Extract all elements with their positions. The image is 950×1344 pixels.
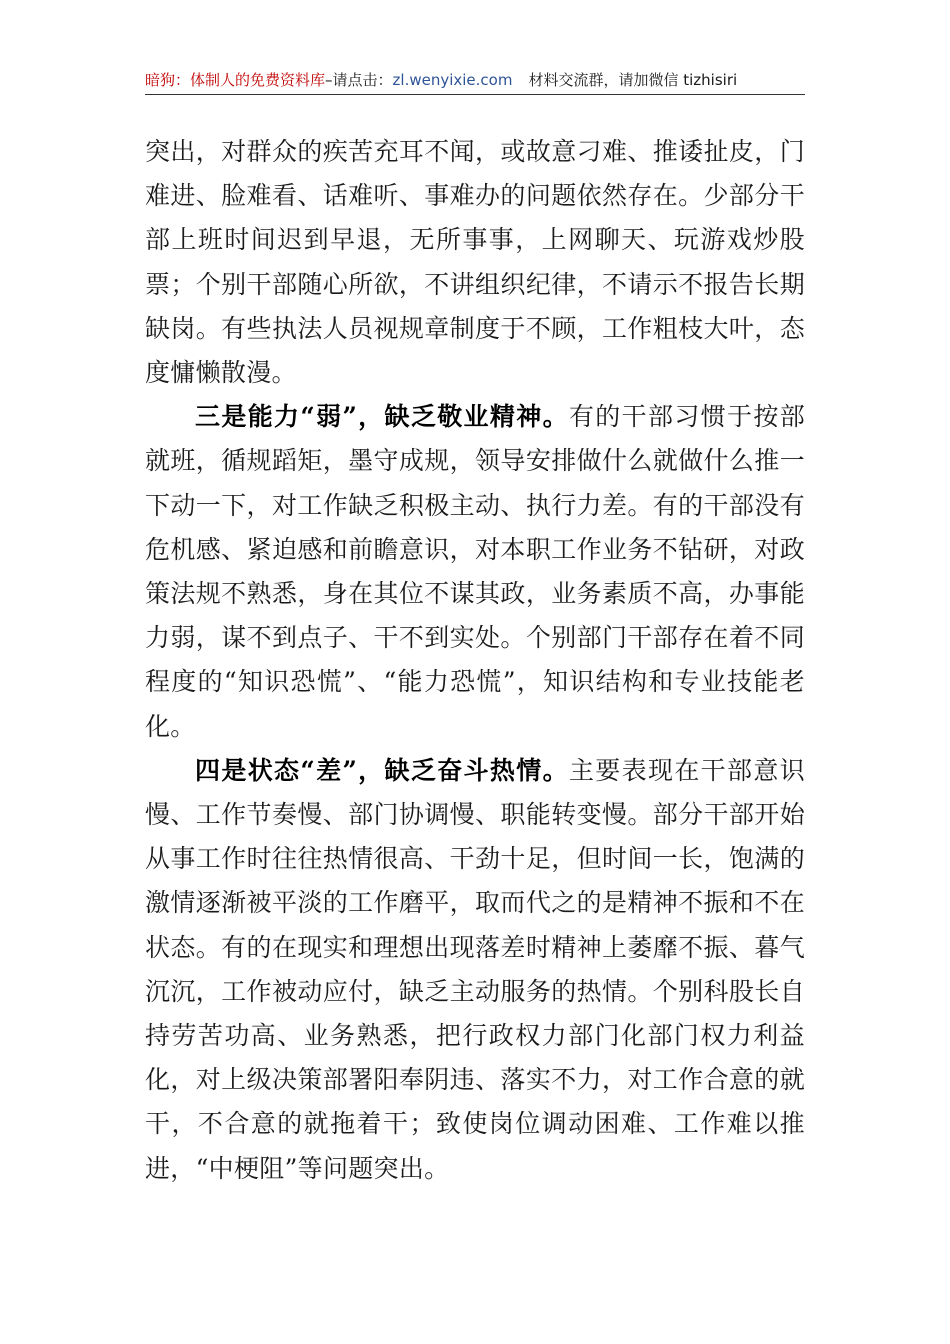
paragraph-ability	[145, 395, 805, 749]
paragraph-heading: 三是能力“弱”，缺乏敬业精神。	[195, 402, 569, 432]
page-header	[145, 66, 805, 95]
paragraph-text: 主要表现在干部意识慢、工作节奏慢、部门协调慢、职能转变慢。部分干部开始从事工作时往往热情很高、干劲十足，但时间一长，饱满的激情逐渐被平淡的工作磨平，取而代之的是精神不振和不在状态。有的在现实和理想出现落差时精神上萎靡不振、暮气沉沉，工作被动应付，缺乏主动服务的热情。个别科股长自持劳苦功高、业务熟悉，把行政权力部门化部门权力利益化，对上级决策部署阳奉阴违、落实不力，对工作合意的就干，不合意的就拖着干；致使岗位调动困难、工作难以推进，“中梗阻”等问题突出。	[145, 755, 805, 1183]
paragraph-text: 突出，对群众的疾苦充耳不闻，或故意刁难、推诿扯皮，门难进、脸难看、话难听、事难办的问题依然存在。少部分干部上班时间迟到早退，无所事事，上网聊天、玩游戏炒股票；个别干部随心所欲，不讲组织纪律，不请示不报告长期缺岗。有些执法人员视规章制度于不顾，工作粗枝大叶，态度慵懒散漫。	[145, 137, 805, 388]
paragraph-continued	[145, 130, 805, 395]
paragraph-state	[145, 749, 805, 1191]
header-group-note: 材料交流群，请加微信 tizhisiri	[528, 71, 738, 89]
paragraph-heading: 四是状态“差”，缺乏奋斗热情。	[195, 755, 569, 785]
document-body	[145, 130, 805, 1191]
header-prompt: –请点击：	[325, 71, 393, 89]
paragraph-text: 有的干部习惯于按部就班，循规蹈矩，墨守成规，领导安排做什么就做什么推一下动一下，对工作缺乏积极主动、执行力差。有的干部没有危机感、紧迫感和前瞻意识，对本职工作业务不钻研，对政策法规不熟悉，身在其位不谋其政，业务素质不高，办事能力弱，谋不到点子、干不到实处。个别部门干部存在着不同程度的“知识恐慌”、“能力恐慌”，知识结构和专业技能老化。	[145, 402, 805, 741]
header-url-link[interactable]: zl.wenyixie.com	[392, 71, 513, 89]
header-brand: 暗狗：体制人的免费资料库	[145, 71, 326, 89]
